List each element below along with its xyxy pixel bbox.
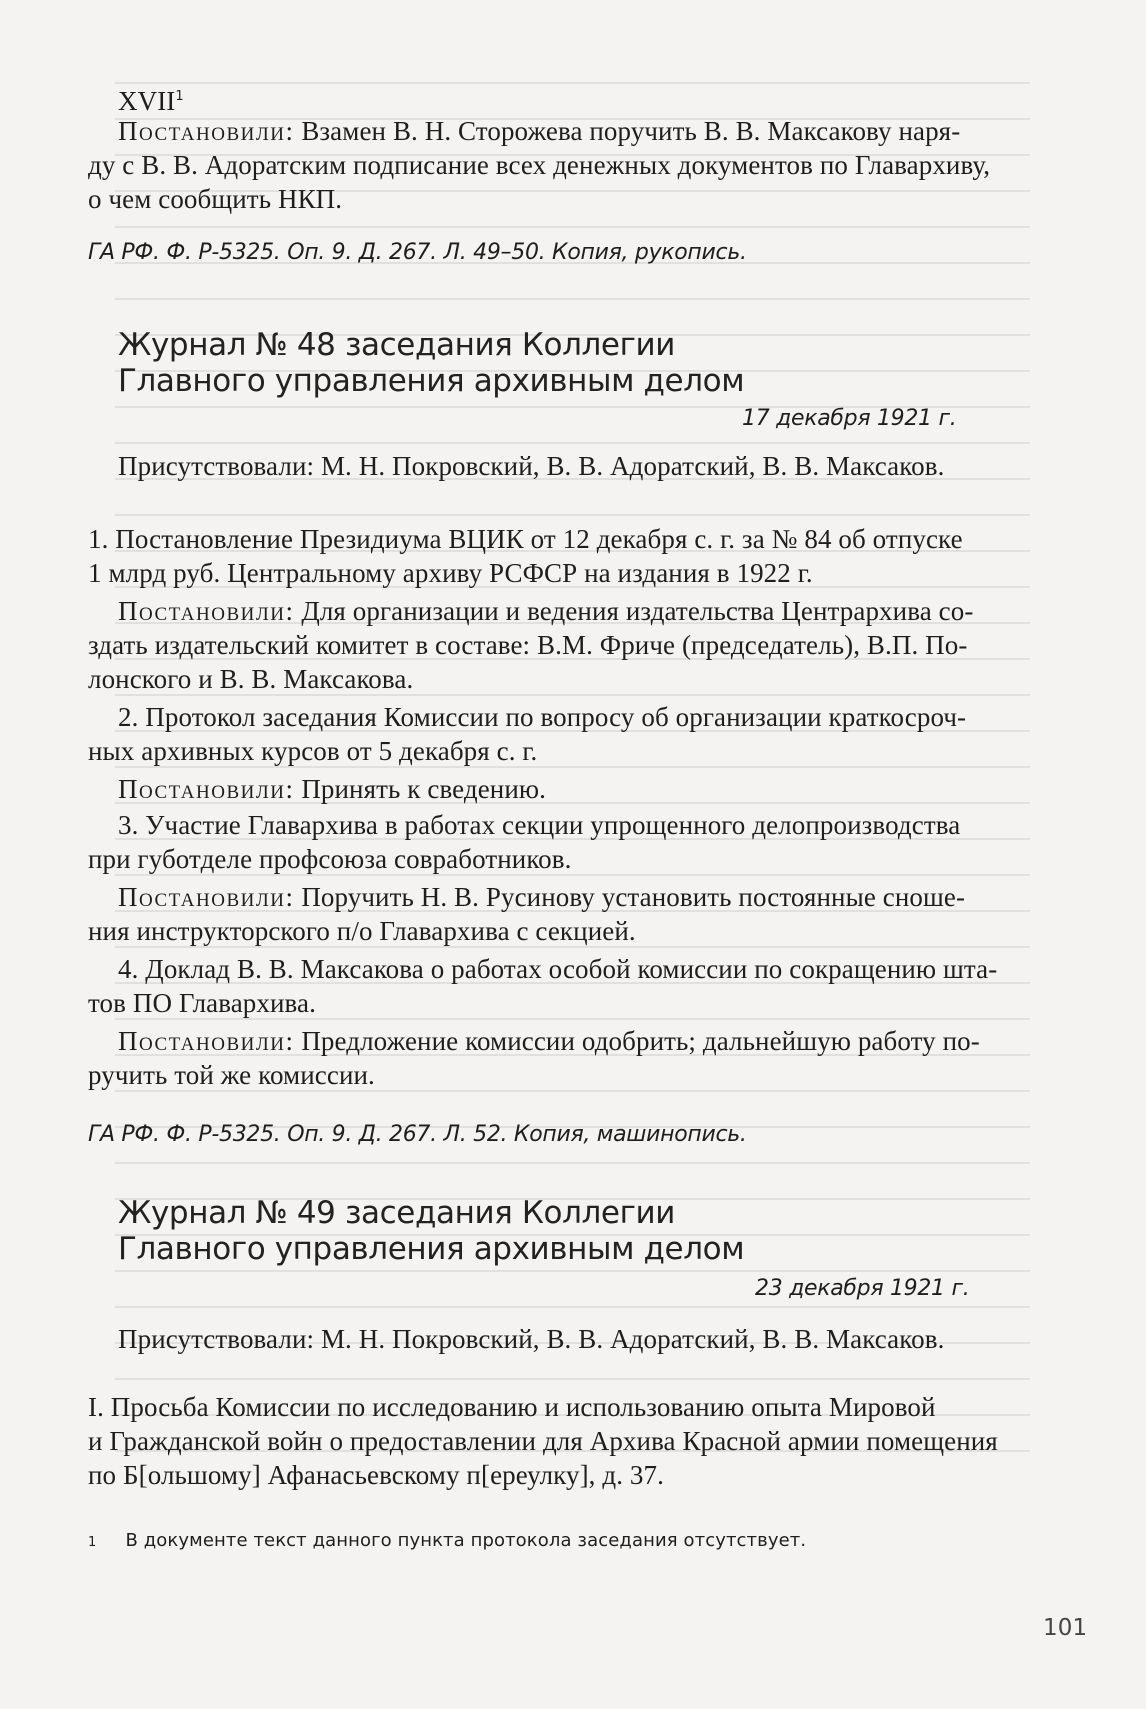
resolution-text: Постановили: Взамен В. Н. Сторожева поручить В. В. Максакову наря- xyxy=(118,116,961,146)
resolution-text: Постановили: Для организации и ведения издательства Центрархива со- xyxy=(118,596,974,626)
resolution-text: ния инструкторского п/о Главархива с секцией. xyxy=(88,916,636,946)
attendees: Присутствовали: М. Н. Покровский, В. В. Адоратский, В. В. Максаков. xyxy=(118,1324,945,1354)
resolution-text: ду с В. В. Адоратским подписание всех денежных документов по Главархиву, xyxy=(88,150,991,180)
agenda-item: по Б[ольшому] Афанасьевскому п[ереулку], д. 37. xyxy=(88,1460,664,1490)
resolution-text: Постановили: Принять к сведению. xyxy=(118,774,547,804)
journal-49-title: Журнал № 49 заседания Коллегии xyxy=(118,1195,675,1231)
agenda-item: I. Просьба Комиссии по исследованию и использованию опыта Мировой xyxy=(88,1392,936,1422)
resolution-text: Постановили: Предложение комиссии одобрить; дальнейшую работу по- xyxy=(118,1026,980,1056)
agenda-item: 1 млрд руб. Центральному архиву РСФСР на издания в 1922 г. xyxy=(88,558,813,588)
attendees: Присутствовали: М. Н. Покровский, В. В. Адоратский, В. В. Максаков. xyxy=(118,451,945,481)
resolution-text: лонского и В. В. Максакова. xyxy=(88,664,414,694)
journal-48-title: Главного управления архивным делом xyxy=(118,363,745,399)
agenda-item: ных архивных курсов от 5 декабря с. г. xyxy=(88,736,538,766)
journal-48-title: Журнал № 48 заседания Коллегии xyxy=(118,327,675,363)
footnote: 1 В документе текст данного пункта протокола заседания отсутствует. xyxy=(88,1530,807,1551)
source-citation: ГА РФ. Ф. Р-5325. Оп. 9. Д. 267. Л. 52. Копия, машинопись. xyxy=(88,1122,747,1147)
agenda-item: 4. Доклад В. В. Максакова о работах особой комиссии по сокращению шта- xyxy=(118,954,998,984)
journal-49-title: Главного управления архивным делом xyxy=(118,1231,745,1267)
section-number: XVII$^1$ xyxy=(118,86,184,116)
resolution-text: здать издательский комитет в составе: В.М. Фриче (председатель), В.П. По- xyxy=(88,630,968,660)
agenda-item: 1. Постановление Президиума ВЦИК от 12 декабря с. г. за № 84 об отпуске xyxy=(88,524,963,554)
resolution-text: Постановили: Поручить Н. В. Русинову установить постоянные сноше- xyxy=(118,882,966,912)
footnote-ref: 1 xyxy=(175,89,184,104)
agenda-item: тов ПО Главархива. xyxy=(88,988,316,1018)
agenda-item: 2. Протокол заседания Комиссии по вопросу об организации краткосроч- xyxy=(118,702,967,732)
journal-48-date: 17 декабря 1921 г. xyxy=(742,406,957,431)
agenda-item: 3. Участие Главархива в работах секции упрощенного делопроизводства xyxy=(118,810,961,840)
resolution-text: ручить той же комиссии. xyxy=(88,1060,375,1090)
source-citation: ГА РФ. Ф. Р-5325. Оп. 9. Д. 267. Л. 49–50. Копия, рукопись. xyxy=(88,240,747,265)
page-number: 101 xyxy=(1043,1615,1088,1641)
journal-49-date: 23 декабря 1921 г. xyxy=(755,1276,970,1301)
agenda-item: при губотделе профсоюза совработников. xyxy=(88,844,572,874)
agenda-item: и Гражданской войн о предоставлении для Архива Красной армии помещения xyxy=(88,1426,998,1456)
footnote-marker: 1 xyxy=(88,1535,97,1550)
resolution-text: о чем сообщить НКП. xyxy=(88,184,343,214)
